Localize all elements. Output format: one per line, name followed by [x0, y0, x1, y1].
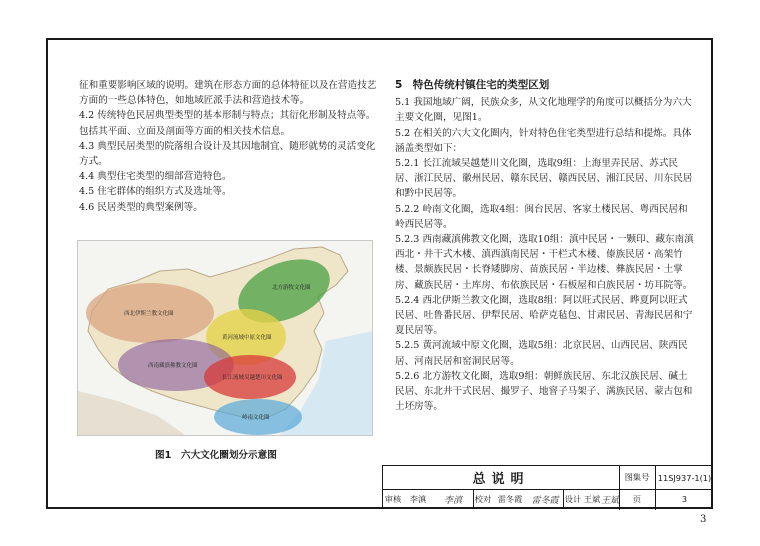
figure-caption: 图1 六大文化圈划分示意图 [155, 450, 277, 461]
region-label: 西北伊斯兰教文化圈 [124, 311, 174, 317]
check-signature: 雷冬霞 [531, 495, 559, 506]
section-title: 5 特色传统村镇住宅的类型区划 [395, 79, 550, 91]
region-label: 北方游牧文化圈 [272, 285, 311, 291]
design-name: 王斌 [583, 493, 601, 504]
check-name: 雷冬霞 [497, 493, 523, 504]
left-text-column [79, 78, 379, 215]
right-paragraph: 5.2.6 北方游牧文化圈，选取9组：朝鲜族民居、东北汉族民居、碱土民居、东北井干式民居、撮罗子、地窨子马架子、满族民居、蒙古包和土坯房等。 [395, 370, 693, 413]
right-paragraph: 5.2.1 长江流域吴越楚川文化圈，选取9组：上海里弄民居、苏式民居、浙江民居、徽州民居、赣东民居、赣西民居、湘江民居、川东民居和黔中民居等。 [395, 158, 693, 200]
design-signature: 王斌 [601, 495, 620, 506]
page-number: 3 [700, 514, 707, 525]
region-label: 黄河流域中原文化圈 [222, 335, 272, 341]
page-label: 页 [632, 493, 642, 504]
atlas-number: 11SJ937-1(1) [657, 472, 712, 483]
sheet-page-number: 3 [681, 494, 688, 504]
right-paragraph: 5.2 在相关的六大文化圈内，针对特色住宅类型进行总结和提炼。具体涵盖类型如下： [395, 127, 692, 154]
right-paragraph: 5.2.3 西南藏滇佛教文化圈，选取10组：滇中民居・一颗印、藏东南滇西北・井干式木楼、滇西滇南民居・干栏式木楼、傣族民居・高架竹楼、景颇族民居・长脊矮脚房、苗族民居・半边楼、彝族民居・土掌房、藏族民居・土库房、布依族民居・石板屋和白族民居・坊耳院等。 [395, 234, 694, 291]
right-paragraph: 5.2.2 岭南文化圈，选取4组：闽台民居、客家土楼民居、粤西民居和岭西民居等。 [395, 203, 688, 230]
review-name: 李滇 [409, 493, 427, 504]
left-paragraph: 4.6 民居类型的典型案例等。 [79, 201, 203, 213]
drawing-title: 总说明 [472, 472, 530, 487]
check-label: 校对 [474, 493, 492, 504]
left-paragraph: 征和重要影响区域的说明。建筑在形态方面的总体特征以及在营造技艺方面的一些总体特色，如地域匠派手法和营造技术等。 [79, 80, 377, 107]
review-label: 审核 [384, 493, 402, 504]
culture-circle-map [77, 240, 373, 436]
right-text-column [395, 78, 695, 414]
title-block [382, 465, 713, 509]
right-paragraph: 5.2.4 西北伊斯兰教文化圈，选取8组：阿以旺式民居、晔夏阿以旺式民居、吐鲁番民居、伊犁民居、哈萨克毡包、甘肃民居、青海民居和宁夏民居等。 [395, 294, 693, 337]
map-svg [78, 241, 373, 436]
left-paragraph: 4.3 典型民居类型的院落组合设计及其因地制宜、随形就势的灵活变化方式。 [79, 140, 376, 168]
atlas-label: 图集号 [624, 472, 650, 482]
left-paragraph: 4.5 住宅群体的组织方式及选址等。 [79, 186, 232, 198]
region-label: 西南藏滇佛教文化圈 [148, 363, 198, 369]
left-paragraph: 4.2 传统特色民居典型类型的基本形制与特点；其衍化形制及特点等。包括其平面、立面及剖面等方面的相关技术信息。 [79, 110, 376, 137]
design-label: 设计 [564, 493, 582, 504]
right-paragraph: 5.1 我国地域广阔，民族众多，从文化地理学的角度可以概括分为六大主要文化圈，见图1。 [395, 97, 692, 124]
region-label: 长江流域吴越楚川文化圈 [222, 375, 283, 381]
right-paragraph: 5.2.5 黄河流域中原文化圈，选取5组：北京民居、山西民居、陕西民居、河南民居和窑洞民居等。 [395, 340, 688, 367]
region-label: 岭南文化圈 [242, 415, 270, 421]
review-signature: 李滇 [443, 495, 462, 506]
left-paragraph: 4.4 典型住宅类型的细部营造特色。 [79, 171, 232, 183]
